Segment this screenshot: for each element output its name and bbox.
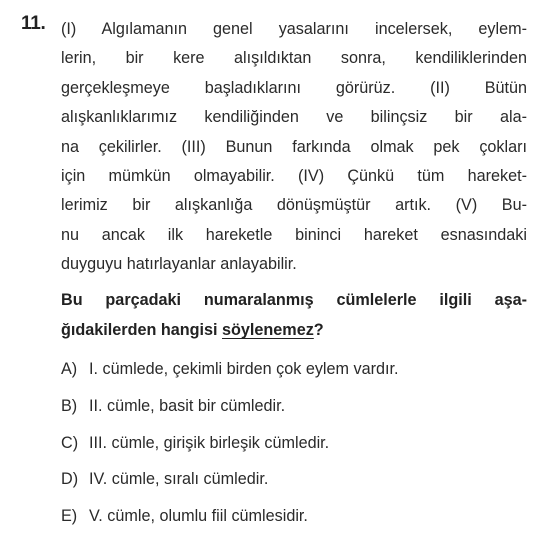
stem-question-mark: ? [313,321,324,339]
stem-emphasis: söylenemez [222,321,314,339]
stem-text: ğıdakilerden hangisi [61,321,223,339]
passage-line: alışkanlıklarımız kendiliğinden ve bilinçsiz bir ala- [61,108,527,127]
passage-line: (I) Algılamanın genel yasalarını incelersek, eylem- [61,20,527,38]
passage-line: için mümkün olmayabilir. (IV) Çünkü tüm hareket- [61,166,527,185]
option-d[interactable] [61,467,527,504]
passage-line: lerin, bir kere alışıldıktan sonra, kendiliklerinden [61,49,527,68]
option-text: IV. cümle, sıralı cümledir. [89,470,269,489]
option-text: II. cümle, basit bir cümledir. [89,396,286,415]
stem-line [61,315,527,344]
question-number: 11. [21,13,46,34]
passage-line: duyguyu hatırlayanlar anlayabilir. [61,255,297,274]
option-e[interactable] [61,504,527,541]
passage-line: gerçekleşmeye başladıklarını görürüz. (II) Bütün [61,78,527,97]
question-passage [61,15,527,280]
option-text: V. cümle, olumlu fiil cümlesidir. [89,507,308,526]
option-letter: E) [61,507,78,526]
option-text: I. cümlede, çekimli birden çok eylem vardır. [89,360,399,378]
option-letter: C) [61,433,79,452]
passage-line: na çekilirler. (III) Bunun farkında olmak pek çokları [61,137,527,156]
passage-line: nu ancak ilk hareketle bininci hareket esnasındaki [61,225,527,244]
option-letter: A) [61,360,78,378]
option-letter: D) [61,470,79,489]
option-letter: B) [61,396,78,415]
passage-line: lerimiz bir alışkanlığa dönüşmüştür artık. (V) Bu- [61,196,527,215]
option-text: III. cümle, girişik birleşik cümledir. [89,433,330,452]
option-a[interactable] [61,357,527,394]
answer-options [61,357,527,541]
stem-line: Bu parçadaki numaralanmış cümlelerle ilgili aşa- [61,291,527,309]
option-c[interactable] [61,431,527,468]
question-stem [61,285,527,344]
option-b[interactable] [61,394,527,431]
